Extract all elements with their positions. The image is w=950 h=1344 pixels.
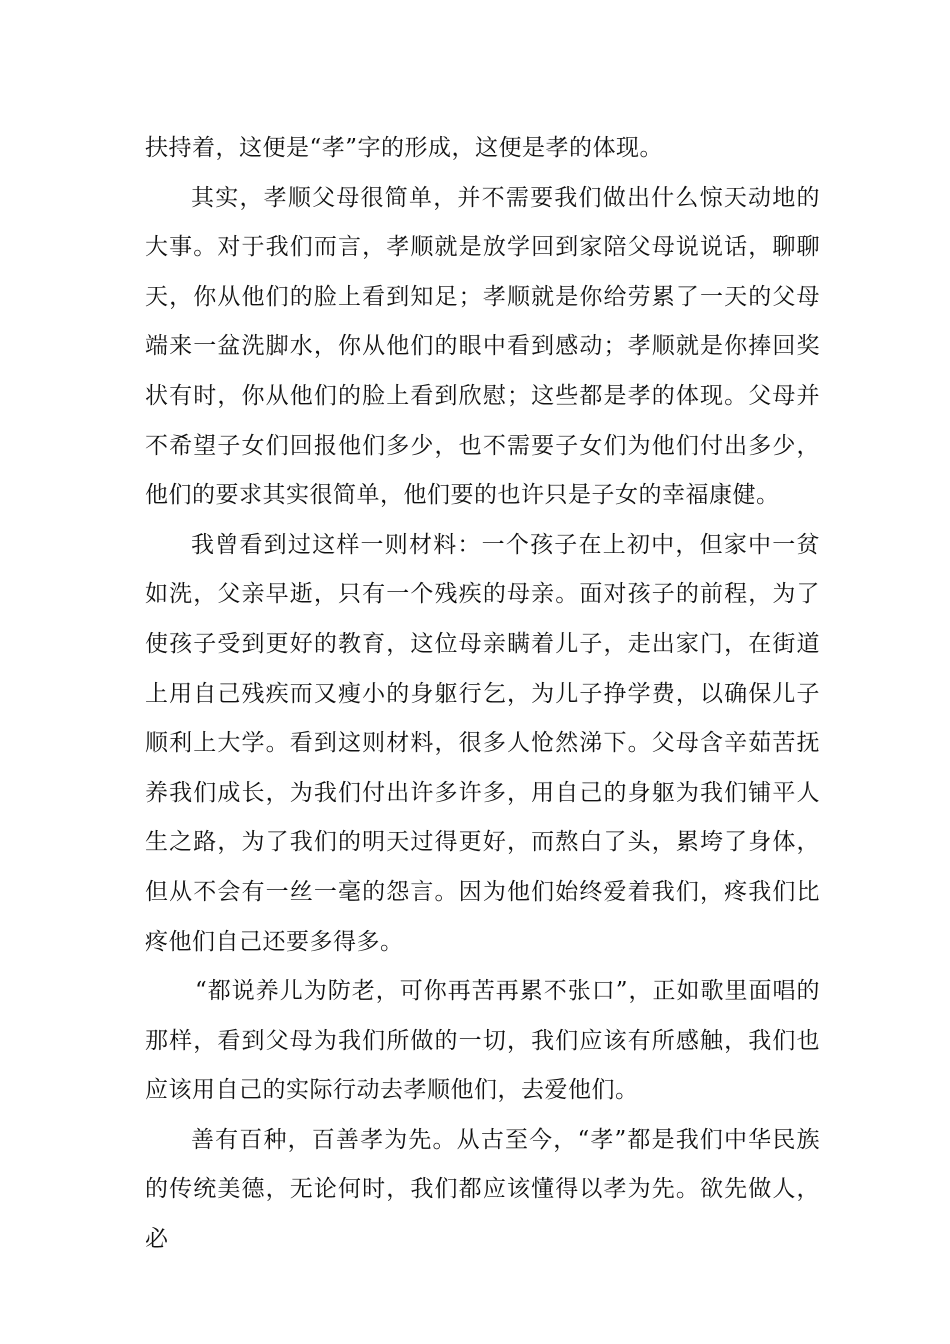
paragraph-continuation: 扶持着，这便是“孝”字的形成，这便是孝的体现。	[145, 135, 664, 161]
paragraph-filial-first: 善有百种，百善孝为先。从古至今，“孝”都是我们中华民族的传统美德，无论何时，我们都应该懂得以孝为先。欲先做人，必	[145, 1126, 820, 1253]
paragraph-song-quote: “都说养儿为防老，可你再苦再累不张口”，正如歌里面唱的那样，看到父母为我们所做的一切，我们应该有所感触，我们也应该用自己的实际行动去孝顺他们，去爱他们。	[145, 978, 820, 1104]
document-body	[145, 124, 820, 1265]
paragraph-mother-story: 我曾看到过这样一则材料：一个孩子在上初中，但家中一贫如洗，父亲早逝，只有一个残疾的母亲。面对孩子的前程，为了使孩子受到更好的教育，这位母亲瞒着儿子，走出家门，在街道上用自己残疾而又瘦小的身躯行乞，为儿子挣学费，以确保儿子顺利上大学。看到这则材料，很多人怆然涕下。父母含辛茹苦抚养我们成长，为我们付出许多许多，用自己的身躯为我们铺平人生之路，为了我们的明天过得更好，而熬白了头，累垮了身体，但从不会有一丝一毫的怨言。因为他们始终爱着我们，疼我们比疼他们自己还要多得多。	[145, 531, 820, 955]
paragraph-filial-simple: 其实，孝顺父母很简单，并不需要我们做出什么惊天动地的大事。对于我们而言，孝顺就是放学回到家陪父母说说话，聊聊天，你从他们的脸上看到知足；孝顺就是你给劳累了一天的父母端来一盆洗脚水，你从他们的眼中看到感动；孝顺就是你捧回奖状有时，你从他们的脸上看到欣慰；这些都是孝的体现。父母并不希望子女们回报他们多少，也不需要子女们为他们付出多少，他们的要求其实很简单，他们要的也许只是子女的幸福康健。	[145, 184, 820, 509]
